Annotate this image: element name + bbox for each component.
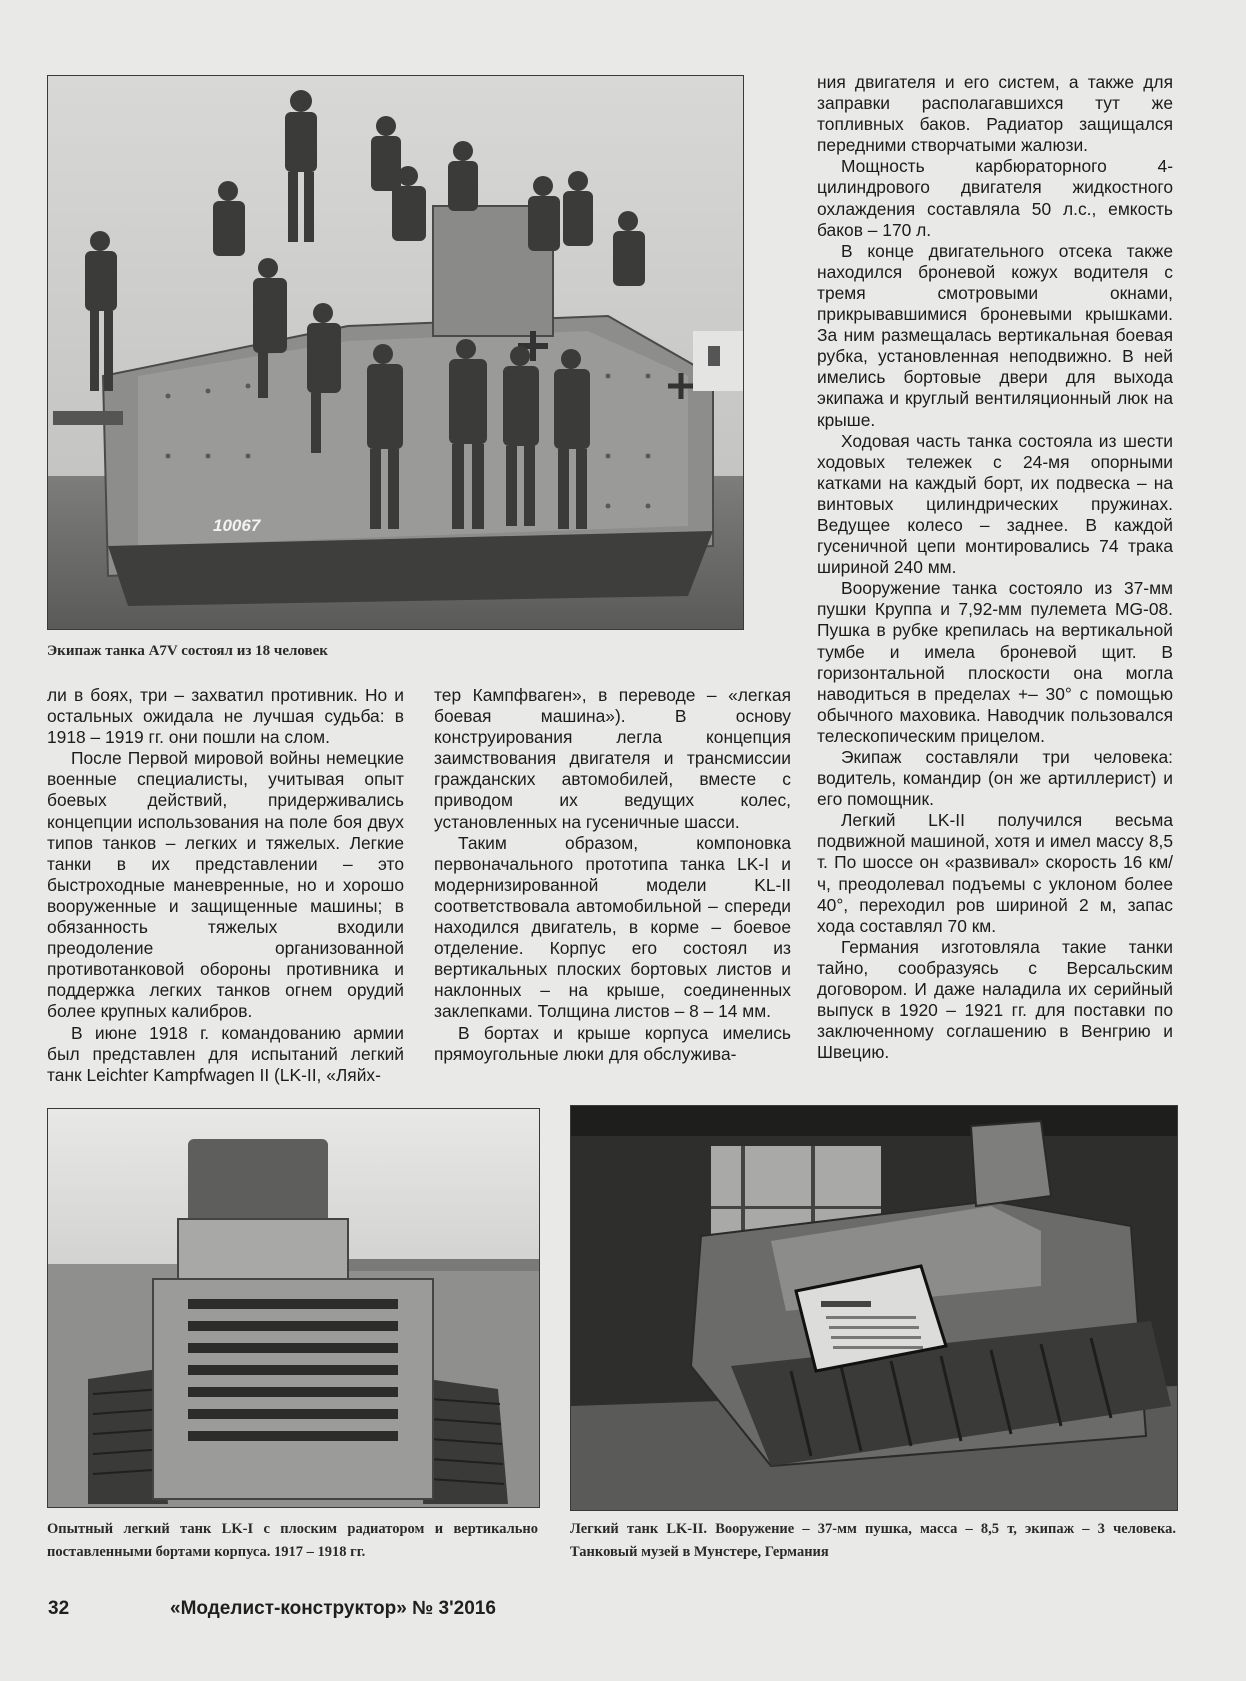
paragraph: Экипаж составляли три человека: водитель, командир (он же артиллерист) и его помощник. xyxy=(817,747,1173,810)
paragraph: В бортах и крыше корпуса имелись прямоугольные люки для обслужива- xyxy=(434,1022,791,1064)
paragraph: Мощность карбюраторного 4-цилиндрового двигателя жидкостного охлаждения составляла 50 л.с., емкость баков – 170 л. xyxy=(817,156,1173,240)
paragraph: В июне 1918 г. командованию армии был представлен для испытаний легкий танк Leichter Kampfwagen II (LK-II, «Ляйх- xyxy=(47,1022,404,1085)
paragraph: После Первой мировой войны немецкие военные специалисты, учитывая опыт боевых действий, придерживались концепции использования на поле боя двух типов танков – легких и тяжелых. Легкие танки в их представлении – это быстроходные маневренные, но и хорошо вооруженные и защищенные машины; в обязанность тяжелых входили преодоление организованной противотанковой обороны противника и поддержка легких танков огнем орудий более крупных калибров. xyxy=(47,748,404,1022)
photo-lk2-illustration xyxy=(571,1106,1177,1510)
paragraph: тер Кампфваген», в переводе – «легкая боевая машина»). В основу конструирования легла концепция заимствования двигателя и трансмиссии гражданских автомобилей, вместе с приводом их ведущих колес, установленных на гусеничные шасси. xyxy=(434,685,791,832)
caption-lk1: Опытный легкий танк LK-I с плоским радиатором и вертикально поставленными бортами корпуса. 1917 – 1918 гг. xyxy=(47,1521,538,1560)
paragraph: Ходовая часть танка состояла из шести ходовых тележек с 24-мя опорными катками на каждый борт, их подвеска – на винтовых цилиндрических пружинах. Ведущее колесо – заднее. В каждой гусеничной цепи монтировались 74 трака шириной 240 мм. xyxy=(817,430,1173,578)
magazine-issue: «Моделист-конструктор» № 3'2016 xyxy=(170,1598,496,1619)
photo-a7v-crew xyxy=(47,75,744,630)
caption-a7v: Экипаж танка A7V состоял из 18 человек xyxy=(47,643,328,659)
page-number: 32 xyxy=(48,1598,70,1619)
caption-lk2: Легкий танк LK-II. Вооружение – 37-мм пушка, масса – 8,5 т, экипаж – 3 человека. Танковый музей в Мунстере, Германия xyxy=(570,1521,1176,1560)
paragraph: ли в боях, три – захватил противник. Но и остальных ожидала не лучшая судьба: в 1918 – 1919 гг. они пошли на слом. xyxy=(47,685,404,748)
paragraph: Таким образом, компоновка первоначального прототипа танка LK-I и модернизированной модели KL-II соответствовала автомобильной – спереди находился двигатель, в корме – боевое отделение. Корпус его состоял из вертикальных плоских бортовых листов и наклонных – на крыше, соединенных заклепками. Толщина листов – 8 – 14 мм. xyxy=(434,832,791,1022)
text-column-middle xyxy=(434,685,791,1065)
photo-lk2-museum xyxy=(570,1105,1178,1511)
paragraph: В конце двигательного отсека также находился броневой кожух водителя с тремя смотровыми окнами, прикрывавшимися броневыми крышками. За ним размещалась вертикальная боевая рубка, установленная неподвижно. В ней имелись бортовые двери для выхода экипажа и круглый вентиляционный люк на крыше. xyxy=(817,240,1173,430)
paragraph: Легкий LK-II получился весьма подвижной машиной, хотя и имел массу 8,5 т. По шоссе он «развивал» скорость 16 км/ч, преодолевал подъемы с уклоном более 40°, переходил ров шириной 2 м, запас хода составлял 70 км. xyxy=(817,810,1173,936)
paragraph: Вооружение танка состояло из 37-мм пушки Круппа и 7,92-мм пулемета MG-08. Пушка в рубке крепилась на вертикальной тумбе и имела броневой щит. В горизонтальной плоскости она могла наводиться в пределах +– 30° с помощью обычного маховика. Наводчик пользовался телескопическим прицелом. xyxy=(817,578,1173,746)
photo-lk1-tank xyxy=(47,1108,540,1508)
photo-lk1-illustration xyxy=(48,1109,539,1507)
photo-stamp-number: 10067 xyxy=(213,516,261,535)
text-column-left xyxy=(47,685,404,1086)
paragraph: Германия изготовляла такие танки тайно, сообразуясь с Версальским договором. И даже наладила их серийный выпуск в 1920 – 1921 гг. для поставки по заключенному соглашению в Венгрию и Швецию. xyxy=(817,936,1173,1063)
photo-a7v-illustration xyxy=(48,76,743,629)
text-column-right xyxy=(817,72,1173,1063)
paragraph: ния двигателя и его систем, а также для заправки располагавшихся тут же топливных баков. Радиатор защищался передними створчатыми жалюзи. xyxy=(817,72,1173,156)
